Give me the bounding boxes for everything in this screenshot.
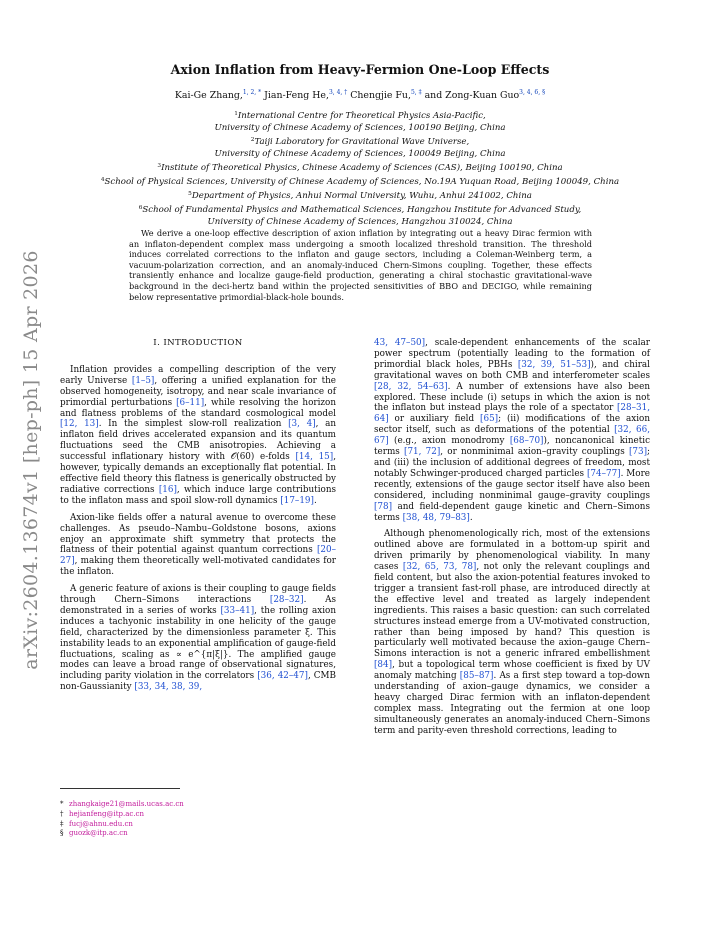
right-column (374, 338, 650, 743)
author-3: Chengjie Fu,$^{5, \ddagger}$ (350, 89, 422, 101)
citation-link[interactable]: [28, 32, 54–63] (374, 381, 448, 392)
citation-link[interactable]: [14, 15] (295, 452, 334, 463)
footnote-divider (60, 788, 180, 789)
citation-link[interactable]: [33–41] (220, 605, 255, 616)
affiliation-6: $^6$School of Fundamental Physics and Mathematical Sciences, Hangzhou Institute for Advanced Study, University of Chinese Academy of Sciences, Hangzhou 310024, China (138, 205, 582, 227)
left-column (60, 338, 336, 699)
body-text: ; and (iii) the inclusion of additional degrees of freedom, most notably Schwinger-produced charged particles (374, 447, 650, 479)
body-text: ), and chiral gravitational waves on both CMB and interferometer scales (374, 359, 650, 381)
paper-title: Axion Inflation from Heavy-Fermion One-Loop Effects (170, 62, 550, 77)
body-text: , but a topological term whose coefficient is fixed by UV anomaly matching (374, 660, 650, 682)
author-4-footnote-link[interactable]: 3, 4, 6, § (519, 89, 546, 96)
affiliation-list (60, 108, 660, 228)
body-text: , scale-dependent enhancements of the scalar power spectrum (potentially leading to the formation of primordial black holes, PBHs (374, 338, 650, 370)
citation-link[interactable]: [36, 42–47] (257, 671, 308, 682)
body-paragraph (60, 365, 336, 507)
citation-link[interactable]: [28–31, 64] (374, 403, 650, 425)
abstract: We derive a one-loop effective description of axion inflation by integrating out a heavy Dirac fermion with an inflaton-dependent complex mass undergoing a smooth localized threshold transition. The threshold induces correlated corrections to the inflaton and gauge sectors, including a Coleman-Weinberg term, a vacuum-polarization correction, and an anomaly-induced Chern-Simons coupling. Together, these effects transiently enhance and localize gauge-field production, generating a chiral stochastic gravitational-wave background in the deci-hertz band within the projected sensitivities of BBO and DECIGO, while remaining below representative primordial-black-hole bounds. (129, 228, 592, 302)
section-heading-introduction: I. INTRODUCTION (153, 338, 243, 348)
citation-link[interactable]: [28–32] (269, 595, 304, 606)
body-text: . A number of extensions have also been explored. These include (i) setups in which the axion is not the inflaton but instead plays the role of a spectator (374, 381, 650, 414)
citation-link[interactable]: [33, 34, 38, 39, (134, 682, 203, 693)
author-2: Jian-Feng He,$^{3, 4, \dagger}$ (264, 89, 348, 101)
body-text: and field-dependent gauge kinetic and Chern–Simons terms (374, 501, 650, 523)
body-paragraph (60, 584, 336, 693)
affiliation-5: $^5$Department of Physics, Anhui Normal University, Wuhu, Anhui 241002, China (188, 191, 532, 201)
body-text: ; (ii) modifications of the axion sector itself, such as deformations of the potential (374, 414, 651, 436)
email-link[interactable]: zhangkaige21@mails.ucas.ac.cn (69, 800, 184, 808)
body-text: . (469, 512, 473, 523)
author-2-footnote-link[interactable]: 3, 4, † (328, 89, 348, 96)
arxiv-identifier-stamp[interactable] (12, 245, 50, 675)
body-text: (e.g., axion monodromy (388, 436, 510, 447)
body-text: , not only the relevant couplings and field content, but also the axion-potential features invoked to trigger a transient fast-roll phase, are introduced directly at the effective level and treated as largely independent ingredients. This raises a basic question: can such correlated structures instead emerge from a UV-motivated construction, rather than being imposed by hand? This question is particularly well motivated because the axion–gauge Chern–Simons interaction is not a generic infrared embellishment (374, 562, 651, 660)
footnote-item: ‡ fucj@ahnu.edu.cn (60, 819, 133, 828)
footnote-item: * zhangkaige21@mails.ucas.ac.cn (60, 800, 184, 808)
citation-link[interactable]: [32, 65, 73, 78] (402, 562, 477, 573)
footnote-item: † hejianfeng@itp.ac.cn (60, 809, 144, 818)
email-link[interactable]: guozk@itp.ac.cn (69, 829, 128, 838)
body-paragraph (374, 338, 650, 523)
citation-link[interactable]: [85–87] (459, 671, 494, 682)
affiliation-1: $^1$International Centre for Theoretical Physics Asia-Pacific, University of Chinese Academy of Sciences, 100190 Beijing, China (214, 111, 506, 133)
affiliation-2: $^2$Taiji Laboratory for Gravitational Wave Universe, University of Chinese Academy of Sciences, 100049 Beijing, China (214, 137, 506, 159)
body-text: , CMB non-Gaussianity (60, 671, 337, 693)
affiliation-3: $^3$Institute of Theoretical Physics, Chinese Academy of Sciences (CAS), Beijing 100190, China (157, 163, 563, 173)
body-text: Although phenomenologically rich, most of the extensions outlined above are formulated in a bottom-up spirit and driven primarily by phenomenological viability. In many cases (374, 529, 650, 573)
body-text: A generic feature of axions is their coupling to gauge fields through Chern–Simons interactions (60, 584, 336, 606)
citation-link[interactable]: [73] (628, 447, 648, 458)
citation-link[interactable]: [78] (374, 501, 393, 512)
body-text: Axion-like fields offer a natural avenue to overcome these challenges. As pseudo–Nambu–Goldstone bosons, axions enjoy an approximate shift symmetry that protects the flatness of their potential against quantum corrections (60, 512, 336, 556)
citation-link[interactable]: [65] (480, 414, 499, 425)
citation-link[interactable]: [20–27] (60, 545, 336, 567)
citation-link[interactable]: [17–19] (280, 495, 314, 506)
body-text: , offering a unified explanation for the observed homogeneity, isotropy, and near scale invariance of primordial perturbations (60, 375, 336, 408)
footnote-item: § guozk@itp.ac.cn (60, 829, 128, 838)
body-text: . As demonstrated in a series of works (60, 595, 336, 616)
body-text: , however, typically demands an exceptionally flat potential. In effective field theory this flatness is generically obstructed by radiative corrections (60, 452, 336, 495)
author-3-footnote-link[interactable]: 5, ‡ (410, 89, 422, 96)
body-text: . More recently, extensions of the gauge sector itself have also been considered, including nonminimal gauge–gravity couplings (374, 468, 651, 501)
email-link[interactable]: hejianfeng@itp.ac.cn (69, 809, 144, 818)
body-text: . (313, 495, 317, 506)
citation-link[interactable]: [68–70] (509, 436, 544, 447)
citation-link[interactable]: [74–77] (586, 468, 621, 479)
body-text: , the rolling axion induces a tachyonic instability in one helicity of the gauge field, characterized by the dimensionless parameter ξ. This instability leads to an exponential amplification of gauge-field fluctuations, scaling as ∝ e^{π|ξ|}. The amplified gauge modes can leave a broad range of observational signatures, including parity violation in the correlators (60, 605, 336, 682)
email-link[interactable]: fucj@ahnu.edu.cn (69, 819, 133, 828)
citation-link[interactable]: [32, 66, 67] (374, 425, 650, 447)
author-1-footnote-link[interactable]: 1, 2, * (242, 89, 262, 96)
right-column-paragraphs (374, 338, 650, 737)
author-4: and Zong-Kuan Guo$^{3, 4, 6, \S}$ (424, 89, 546, 101)
footnotes (60, 800, 184, 839)
body-paragraph (60, 513, 336, 578)
body-text: , or nonminimal axion–gravity couplings (440, 447, 629, 458)
citation-link[interactable]: [1–5] (131, 375, 155, 386)
citation-link[interactable]: [3, 4] (288, 419, 316, 430)
citation-link[interactable]: [6–11] (176, 397, 205, 408)
body-text: , which induce large contributions to the inflaton mass and spoil slow-roll dynamics (60, 484, 336, 506)
body-text: , while resolving the horizon and flatness problems of the standard cosmological model (60, 397, 336, 419)
citation-link[interactable]: [38, 48, 79–83] (402, 512, 470, 523)
citation-link[interactable]: [32, 39, 51–53] (517, 359, 591, 370)
author-1: Kai-Ge Zhang,$^{1, 2, *}$ (174, 89, 262, 101)
body-text: or auxiliary field (388, 414, 481, 425)
arxiv-identifier-text: arXiv:2604.13674v1 [hep-ph] 15 Apr 2026 (20, 250, 42, 670)
body-text: Inflation provides a compelling description of the very early Universe (60, 364, 336, 386)
body-text: ), noncanonical kinetic terms (374, 436, 650, 458)
author-list (100, 89, 620, 101)
citation-link[interactable]: [71, 72] (404, 447, 441, 458)
citation-link[interactable]: [16] (158, 484, 177, 495)
body-text: . In the simplest slow-roll realization (98, 419, 289, 430)
left-column-paragraphs (60, 365, 336, 693)
affiliation-4: $^4$School of Physical Sciences, University of Chinese Academy of Sciences, No.19A Yuquan Road, Beijing 100049, China (100, 177, 620, 187)
body-text: , an inflaton field drives accelerated expansion and its quantum fluctuations seed the CMB anisotropies. Achieving a successful inflationary history with 𝒪(60) e-folds (60, 419, 336, 463)
body-text: . As a first step toward a top-down understanding of axion–gauge dynamics, we consider a heavy charged Dirac fermion with an inflaton-dependent complex mass. Integrating out the fermion at one loop simultaneously generates an anomaly-induced Chern–Simons term and parity-even threshold corrections, leading to (374, 671, 650, 736)
citation-link[interactable]: [12, 13] (60, 419, 99, 430)
citation-link[interactable]: 43, 47–50] (374, 338, 426, 348)
body-text: , making them theoretically well-motivated candidates for the inflaton. (60, 556, 336, 578)
body-paragraph (374, 529, 650, 736)
citation-link[interactable]: [84] (374, 660, 393, 671)
